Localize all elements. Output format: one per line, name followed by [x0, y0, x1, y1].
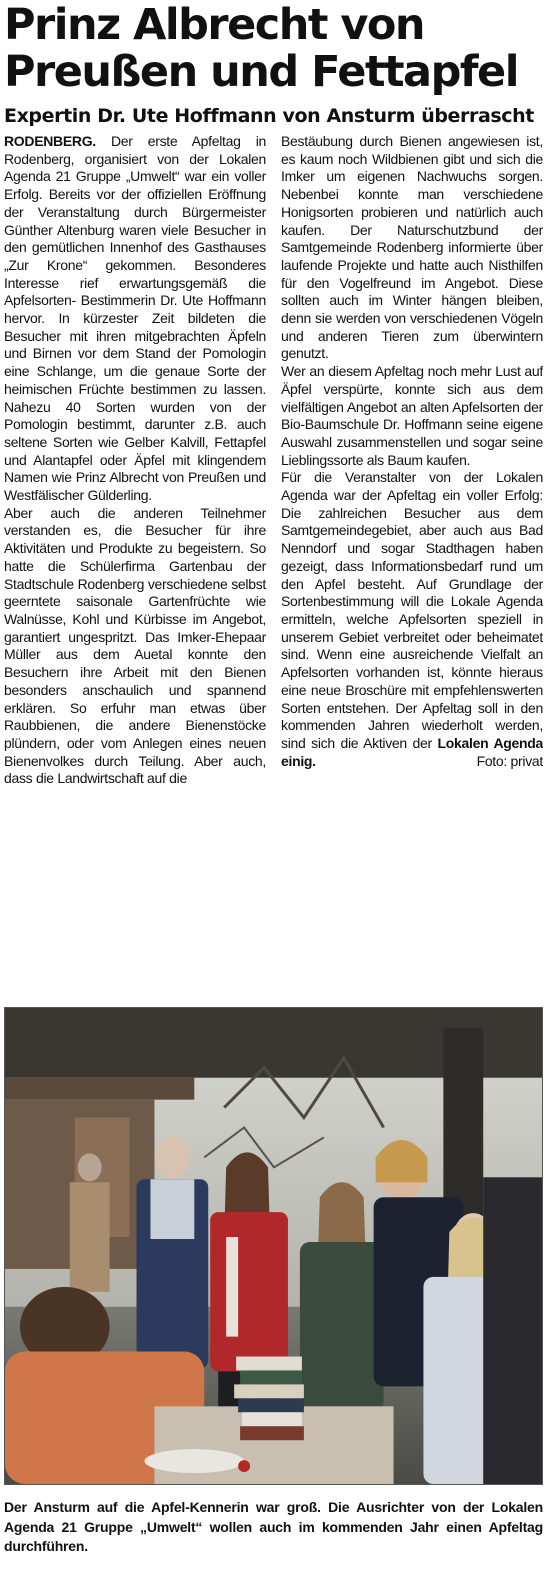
- paragraph: [281, 469, 543, 770]
- subheadline: Expertin Dr. Ute Hoffmann von Ansturm überrascht: [4, 105, 534, 127]
- article-photo: [4, 1007, 543, 1485]
- headline-line-1: Prinz Albrecht von: [4, 0, 425, 50]
- photo-caption: Der Ansturm auf die Apfel-Kennerin war groß. Die Ausrichter von der Lokalen Agenda 21 Gruppe „Umwelt“ wollen auch im kommenden Jahr einen Apfeltag durchführen.: [4, 1499, 543, 1554]
- article-column-1: [4, 133, 266, 980]
- paragraph: [4, 133, 266, 505]
- paragraph-text: Für die Veranstalter von der Lokalen Agenda war der Apfeltag ein voller Erfolg: Die zahlreichen Besucher aus dem Samtgemeindegebiet, aber auch aus Bad Nenndorf und sogar Stadthagen haben gezeigt, dass Informationsbedarf rund um den Apfel besteht. Auf Grundlage der Sortenbestimmung will die Lokale Agenda ermitteln, welche Apfelsorten speziell in unserem Gebiet verbreitet oder beheimatet sind. Wenn eine ausreichende Vielfalt an Apfelsorten vorhanden ist, könnte hieraus eine neue Broschüre mit empfehlenswerten Sorten entstehen. Der Apfeltag soll in den kommenden Jahren wiederholt werden, sind sich die Aktiven der: [281, 469, 543, 751]
- paragraph: Aber auch die anderen Teilnehmer verstanden es, die Besucher für ihre Aktivitäten und Produkte zu begeistern. So hatte die Schülerfirma Gartenbau der Stadtschule Rodenberg verschiedene selbst geerntete saisonale Gartenfrüchte wie Walnüsse, Kohl und Kürbisse im Angebot, garantiert ungespritzt. Das Imker-Ehepaar Müller aus dem Auetal konnte den Besuchern ihre Arbeit mit den Bienen besonders anschaulich und spannend erklären. So erfuhr man etwas über Raubbienen, die andere Bienenstöcke plündern, oder vom Anlegen eines neuen Bienenvolkes durch Teilung. Aber auch, dass die Landwirtschaft auf die: [4, 504, 266, 787]
- paragraph: Bestäubung durch Bienen angewiesen ist, es kaum noch Wildbienen gibt und sich die Imker um eigenen Nachwuchs sorgen. Nebenbei konnte man verschiedene Honigsorten probieren und natürlich auch kaufen. Der Naturschutzbund der Samtgemeinde Rodenberg informierte über laufende Projekte und hatte auch Nisthilfen für den Vogelfreund im Angebot. Diese sollten auch im Winter hängen bleiben, denn sie werden von verschiedenen Vögeln und anderen Tieren zum überwintern genutzt.: [281, 133, 543, 362]
- article-body: [4, 133, 543, 980]
- headline: [4, 0, 543, 96]
- photo-credit: Foto: privat: [476, 752, 543, 769]
- dateline: RODENBERG.: [4, 133, 96, 149]
- paragraph: Wer an diesem Apfeltag noch mehr Lust auf Äpfel verspürte, konnte sich aus dem vielfältigen Angebot an alten Apfelsorten der Bio-Baumschule Dr. Hoffmann seine eigene Auswahl zusammenstellen und sogar seine Lieblingssorte als Baum kaufen.: [281, 363, 543, 468]
- headline-line-2: Preußen und Fettapfel: [4, 47, 518, 97]
- photo-illustration: [5, 1008, 542, 1484]
- signoff: Lokalen Agenda einig.: [281, 734, 543, 769]
- article-column-2: [281, 133, 543, 980]
- paragraph-text: Der erste Apfeltag in Rodenberg, organisiert von der Lokalen Agenda 21 Gruppe „Umwelt“ war ein voller Erfolg. Bereits vor der offiziellen Eröffnung der Veranstaltung durch Bürgermeister Günther Altenburg waren viele Besucher in den gemütlichen Innenhof des Gasthauses „Zur Krone“ gekommen. Besonderes Interesse rief erwartungsgemäß die Apfelsorten- Bestimmerin Dr. Ute Hoffmann hervor. In kürzester Zeit bildeten die Besucher mit ihren mitgebrachten Äpfeln und Birnen vor dem Stand der Pomologin eine Schlange, um die genaue Sorte der heimischen Früchte bestimmen zu lassen. Nahezu 40 Sorten wurden von der Pomologin bestimmt, darunter z.B. auch seltene Sorten wie Gelber Kalvill, Fettapfel und Alantapfel oder Äpfel mit klingendem Namen wie Prinz Albrecht von Preußen und Westfälischer Gülderling.: [4, 133, 266, 504]
